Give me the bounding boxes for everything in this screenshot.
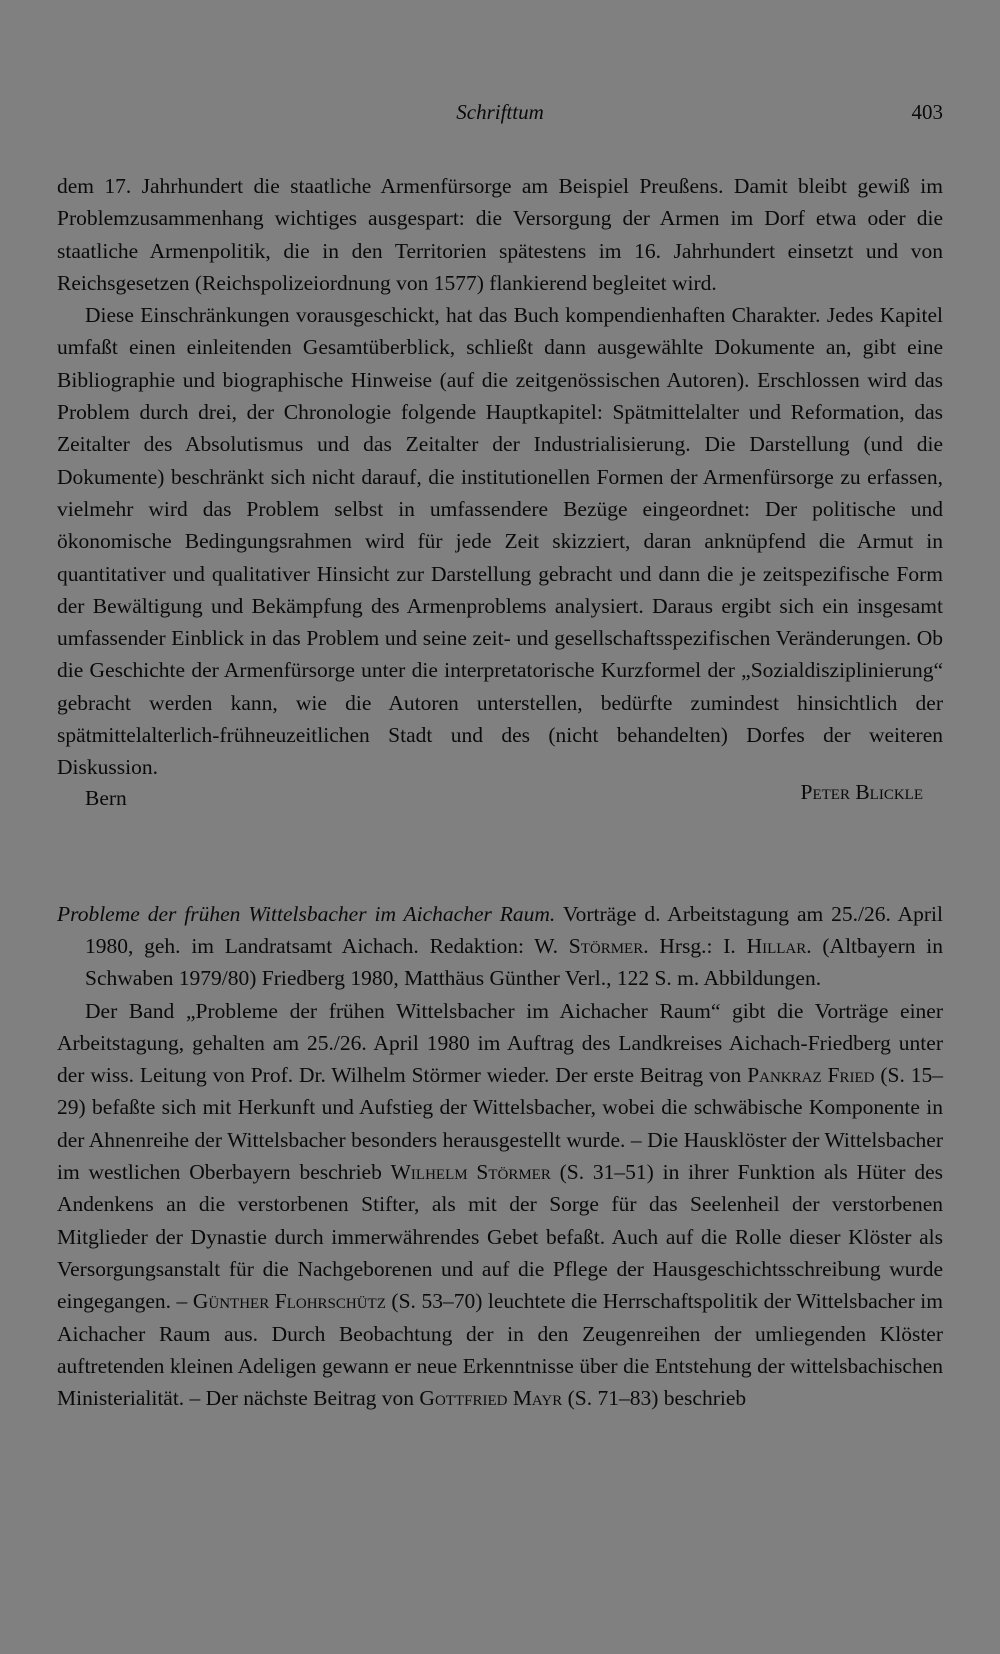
section-gap [57,824,943,898]
page-number: 403 [911,100,943,124]
editor-name: Störmer [568,933,644,958]
citation-title: Probleme der frühen Wittelsbacher im Aichacher Raum. [57,901,556,926]
author-name-fried: Pankraz Fried [747,1063,875,1088]
review-author: Peter Blickle [800,779,923,804]
body-part3: (S. 31–51) in ihrer Funktion als Hüter des Andenkens an die verstorbenen Stifter, als mit der Sorge für das Seelenheil der verstorbenen Mitglieder der Dynastie durch immerwährendes Gebet befaßt. Auch auf die Rolle dieser Klöster als Versorgungsanstalt für die Nachgeborenen und auf die Pflege der Hausgeschichtsschreibung wurde eingegangen. – [57,1160,943,1314]
body-part2: (S. 15–29) befaßte sich mit Herkunft und Aufstieg der Wittelsbacher, wobei die schwäbische Komponente in der Ahnenreihe der Wittelsbacher besonders herausgestellt wurde. – Die Hausklöster der Wittelsbacher im westlichen Oberbayern beschrieb [57,1063,943,1185]
review2-body [57,995,943,1415]
review1-signoff [57,779,943,824]
citation-part3: . (Altbayern in Schwaben 1979/80) Friedberg 1980, Matthäus Günther Verl., 122 S. m. Abbildungen. [85,933,943,991]
body-part4: (S. 53–70) leuchtete die Herrschaftspolitik der Wittelsbacher im Aichacher Raum aus. Durch Beobachtung der in den Zeugenreihen der umliegenden Klöster auftretenden kleinen Adeligen gewann er neue Erkenntnisse über die Entstehung der wittelsbachischen Ministerialität. – Der nächste Beitrag von [57,1289,943,1411]
body-text [57,170,943,1414]
body-part5: (S. 71–83) beschrieb [562,1386,747,1411]
publisher-name: Hillar [746,933,807,958]
review-place: Bern [85,785,127,810]
author-name-mayr: Gottfried Mayr [419,1386,563,1411]
body-part1: Der Band „Probleme der frühen Wittelsbacher im Aichacher Raum“ gibt die Vorträge einer Arbeitstagung, gehalten am 25./26. April 1980 im Auftrag des Landkreises Aichach-Friedberg unter der wiss. Leitung von Prof. Dr. Wilhelm Störmer wieder. Der erste Beitrag von [57,998,943,1088]
review1-paragraph2: Diese Einschränkungen vorausgeschickt, hat das Buch kompendienhaften Charakter. Jedes Kapitel umfaßt einen einleitenden Gesamtüberblick, schließt dann ausgewählte Dokumente an, gibt eine Bibliographie und biographische Hinweise (auf die zeitgenössischen Autoren). Erschlossen wird das Problem durch drei, der Chronologie folgende Hauptkapitel: Spätmittelalter und Reformation, das Zeitalter des Absolutismus und das Zeitalter der Industrialisierung. Die Darstellung (und die Dokumente) beschränkt sich nicht darauf, die institutionellen Formen der Armenfürsorge zu erfassen, vielmehr wird das Problem selbst in umfassendere Bezüge eingeordnet: Der politische und ökonomische Bedingungsrahmen wird für jede Zeit skizziert, daran anknüpfend die Armut in quantitativer und qualitativer Hinsicht zur Darstellung gebracht und dann die je zeitspezifische Form der Bewältigung und Bekämpfung des Armenproblems analysiert. Daraus ergibt sich ein insgesamt umfassender Einblick in das Problem und seine zeit- und gesellschaftsspezifischen Veränderungen. Ob die Geschichte der Armenfürsorge unter die interpretatorische Kurzformel der „Sozialdisziplinierung“ gebracht werden kann, wie die Autoren unterstellen, bedürfte zumindest hinsichtlich der spätmittelalterlich-frühneuzeitlichen Stadt und des (nicht behandelten) Dorfes der weiteren Diskussion. [57,303,943,780]
author-name-flohrschuetz: Günther Flohrschütz [192,1289,386,1314]
running-header [57,100,943,130]
running-title: Schrifttum [456,100,544,124]
review2-citation [57,898,943,995]
review1-paragraph1: dem 17. Jahrhundert die staatliche Armenfürsorge am Beispiel Preußens. Damit bleibt gewiß im Problemzusammenhang wichtiges ausgespart: die Versorgung der Armen im Dorf etwa oder die staatliche Armenpolitik, die in den Territorien spätestens im 16. Jahrhundert einsetzt und von Reichsgesetzen (Reichspolizeiordnung von 1577) flankierend begleitet wird. [57,174,943,295]
author-name-stoermer: Wilhelm Störmer [390,1160,551,1185]
citation-part1: Vorträge d. Arbeitstagung am 25./26. April 1980, geh. im Landratsamt Aichach. Redaktion: W. [85,901,943,958]
citation-part2: . Hrsg.: I. [643,933,747,958]
